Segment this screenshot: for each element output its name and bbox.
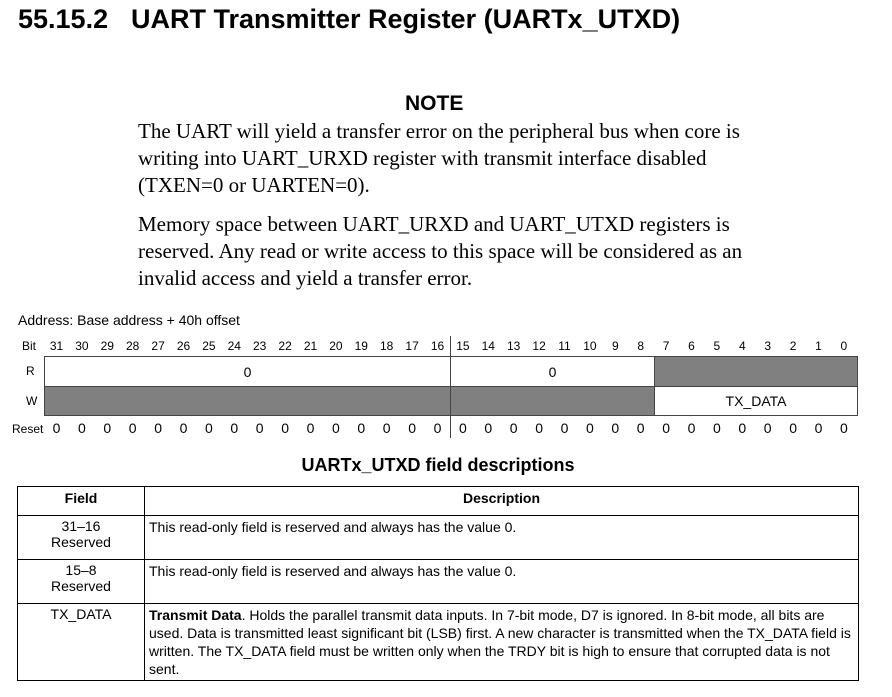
bit-number: 0 <box>840 339 848 353</box>
reset-value: 0 <box>408 420 416 436</box>
reset-value: 0 <box>535 420 543 436</box>
reset-value: 0 <box>77 420 86 436</box>
bit-number: 4 <box>738 339 746 353</box>
reset-value: 0 <box>103 420 112 436</box>
section-heading: UART Transmitter Register (UARTx_UTXD) <box>131 4 681 34</box>
description-column-header: Description <box>145 487 859 516</box>
reset-value: 0 <box>331 420 340 436</box>
bit-number: 2 <box>789 339 797 353</box>
description-text: This read-only field is reserved and always has the value 0. <box>149 519 517 535</box>
reset-value: 0 <box>458 420 467 436</box>
field-column-header: Field <box>18 487 145 516</box>
reset-row-label: Reset <box>12 422 44 436</box>
bit-number: 12 <box>532 339 546 353</box>
bit-row-label: Bit <box>22 339 37 353</box>
bit-number: 30 <box>75 339 89 353</box>
bit-number: 26 <box>176 339 191 353</box>
reset-value: 0 <box>662 420 670 436</box>
reset-value: 0 <box>255 420 264 436</box>
bit-number: 20 <box>329 339 343 353</box>
reset-value: 0 <box>306 420 315 436</box>
field-cell <box>18 604 145 681</box>
read-row-label: R <box>26 364 35 378</box>
read-field-31-16: 0 <box>44 356 451 387</box>
description-cell <box>145 604 859 681</box>
reset-value: 0 <box>712 420 721 436</box>
table-row <box>18 560 859 604</box>
field-name: Reserved <box>51 534 111 550</box>
bit-number: 17 <box>405 339 419 353</box>
reset-value: 0 <box>484 420 493 436</box>
table-header-row <box>18 487 859 516</box>
section-title <box>18 4 680 35</box>
reset-value: 0 <box>585 420 594 436</box>
write-row-label: W <box>26 394 38 408</box>
bit-number: 6 <box>688 339 695 353</box>
reset-value: 0 <box>281 420 289 436</box>
read-field-7-0-reserved <box>654 356 858 387</box>
reset-value: 0 <box>128 420 137 436</box>
bit-number: 24 <box>227 339 241 353</box>
field-bits: 31–16 <box>61 518 101 534</box>
reset-value: 0 <box>509 420 518 436</box>
bit-number: 14 <box>481 339 495 353</box>
bit-number: 8 <box>637 339 645 353</box>
field-name: Reserved <box>51 578 111 594</box>
write-field-15-8-reserved <box>450 386 655 416</box>
bit-number: 28 <box>126 339 140 353</box>
reset-value: 0 <box>789 420 797 436</box>
bit-number: 10 <box>583 339 597 353</box>
bit-number: 29 <box>100 339 114 353</box>
table-row <box>18 604 859 681</box>
bit-number: 31 <box>49 339 64 353</box>
reset-value: 0 <box>204 420 213 436</box>
bit-number: 16 <box>430 339 445 353</box>
bit-number: 5 <box>713 339 721 353</box>
field-bits: TX_DATA <box>50 606 112 622</box>
note-body <box>138 118 778 304</box>
section-number: 55.15.2 <box>18 4 109 34</box>
reset-value: 0 <box>636 420 645 436</box>
reset-value: 0 <box>687 420 696 436</box>
reset-value: 0 <box>763 420 772 436</box>
bit-number: 27 <box>151 339 165 353</box>
reset-value: 0 <box>382 420 391 436</box>
bit-number: 25 <box>202 339 216 353</box>
reset-value: 0 <box>179 420 188 436</box>
field-table-title: UARTx_UTXD field descriptions <box>301 455 575 475</box>
bit-number: 9 <box>611 339 619 353</box>
bit-number: 23 <box>253 339 267 353</box>
note-paragraph-2: Memory space between UART_URXD and UART_UTXD registers is reserved. Any read or write access to this space will be considered as an invalid access and yield a transfer error. <box>138 212 743 290</box>
description-cell <box>145 560 859 604</box>
field-descriptions-table <box>17 486 859 681</box>
register-address: Address: Base address + 40h offset <box>18 312 240 328</box>
reset-value: 0 <box>357 420 366 436</box>
reset-value: 0 <box>738 420 747 436</box>
reset-value: 0 <box>154 420 162 436</box>
bit-number: 15 <box>456 339 470 353</box>
write-field-31-16-reserved <box>44 386 451 416</box>
bit-number: 19 <box>354 339 368 353</box>
field-bits: 15–8 <box>65 562 97 578</box>
bit-number: 13 <box>507 339 521 353</box>
reset-value: 0 <box>814 420 823 436</box>
note-paragraph-1: The UART will yield a transfer error on the peripheral bus when core is writing into UART_URXD register with transmit interface disabled (TXEN=0 or UARTEN=0). <box>138 119 740 197</box>
reset-value: 0 <box>433 420 442 436</box>
field-cell <box>18 516 145 560</box>
reset-value: 0 <box>230 420 239 436</box>
description-text: . Holds the parallel transmit data inputs. In 7-bit mode, D7 is ignored. In 8-bit mode, all bits are used. Data is transmitted least significant bit (LSB) first. A new character is transmitted when the TX_DATA field is written. The TX_DATA field must be written only when the TRDY bit is high to ensure that corrupted data is not sent. <box>149 607 851 677</box>
field-cell <box>18 560 145 604</box>
reset-value: 0 <box>839 420 848 436</box>
register-diagram <box>0 336 892 446</box>
read-field-15-8: 0 <box>450 356 655 387</box>
reset-value: 0 <box>611 420 620 436</box>
bit-number: 1 <box>815 339 822 353</box>
bit-number: 3 <box>764 339 772 353</box>
description-cell <box>145 516 859 560</box>
bit-number: 22 <box>278 339 292 353</box>
bit-number: 11 <box>558 339 571 353</box>
description-bold: Transmit Data <box>149 607 242 623</box>
bit-number: 21 <box>303 339 318 353</box>
reset-value: 0 <box>52 420 61 436</box>
write-field-tx-data: TX_DATA <box>654 386 858 416</box>
note-heading: NOTE <box>405 92 464 115</box>
bit-number: 18 <box>380 339 394 353</box>
table-row <box>18 516 859 560</box>
bit-number: 7 <box>662 339 670 353</box>
reset-value: 0 <box>560 420 569 436</box>
description-text: This read-only field is reserved and always has the value 0. <box>149 563 517 579</box>
